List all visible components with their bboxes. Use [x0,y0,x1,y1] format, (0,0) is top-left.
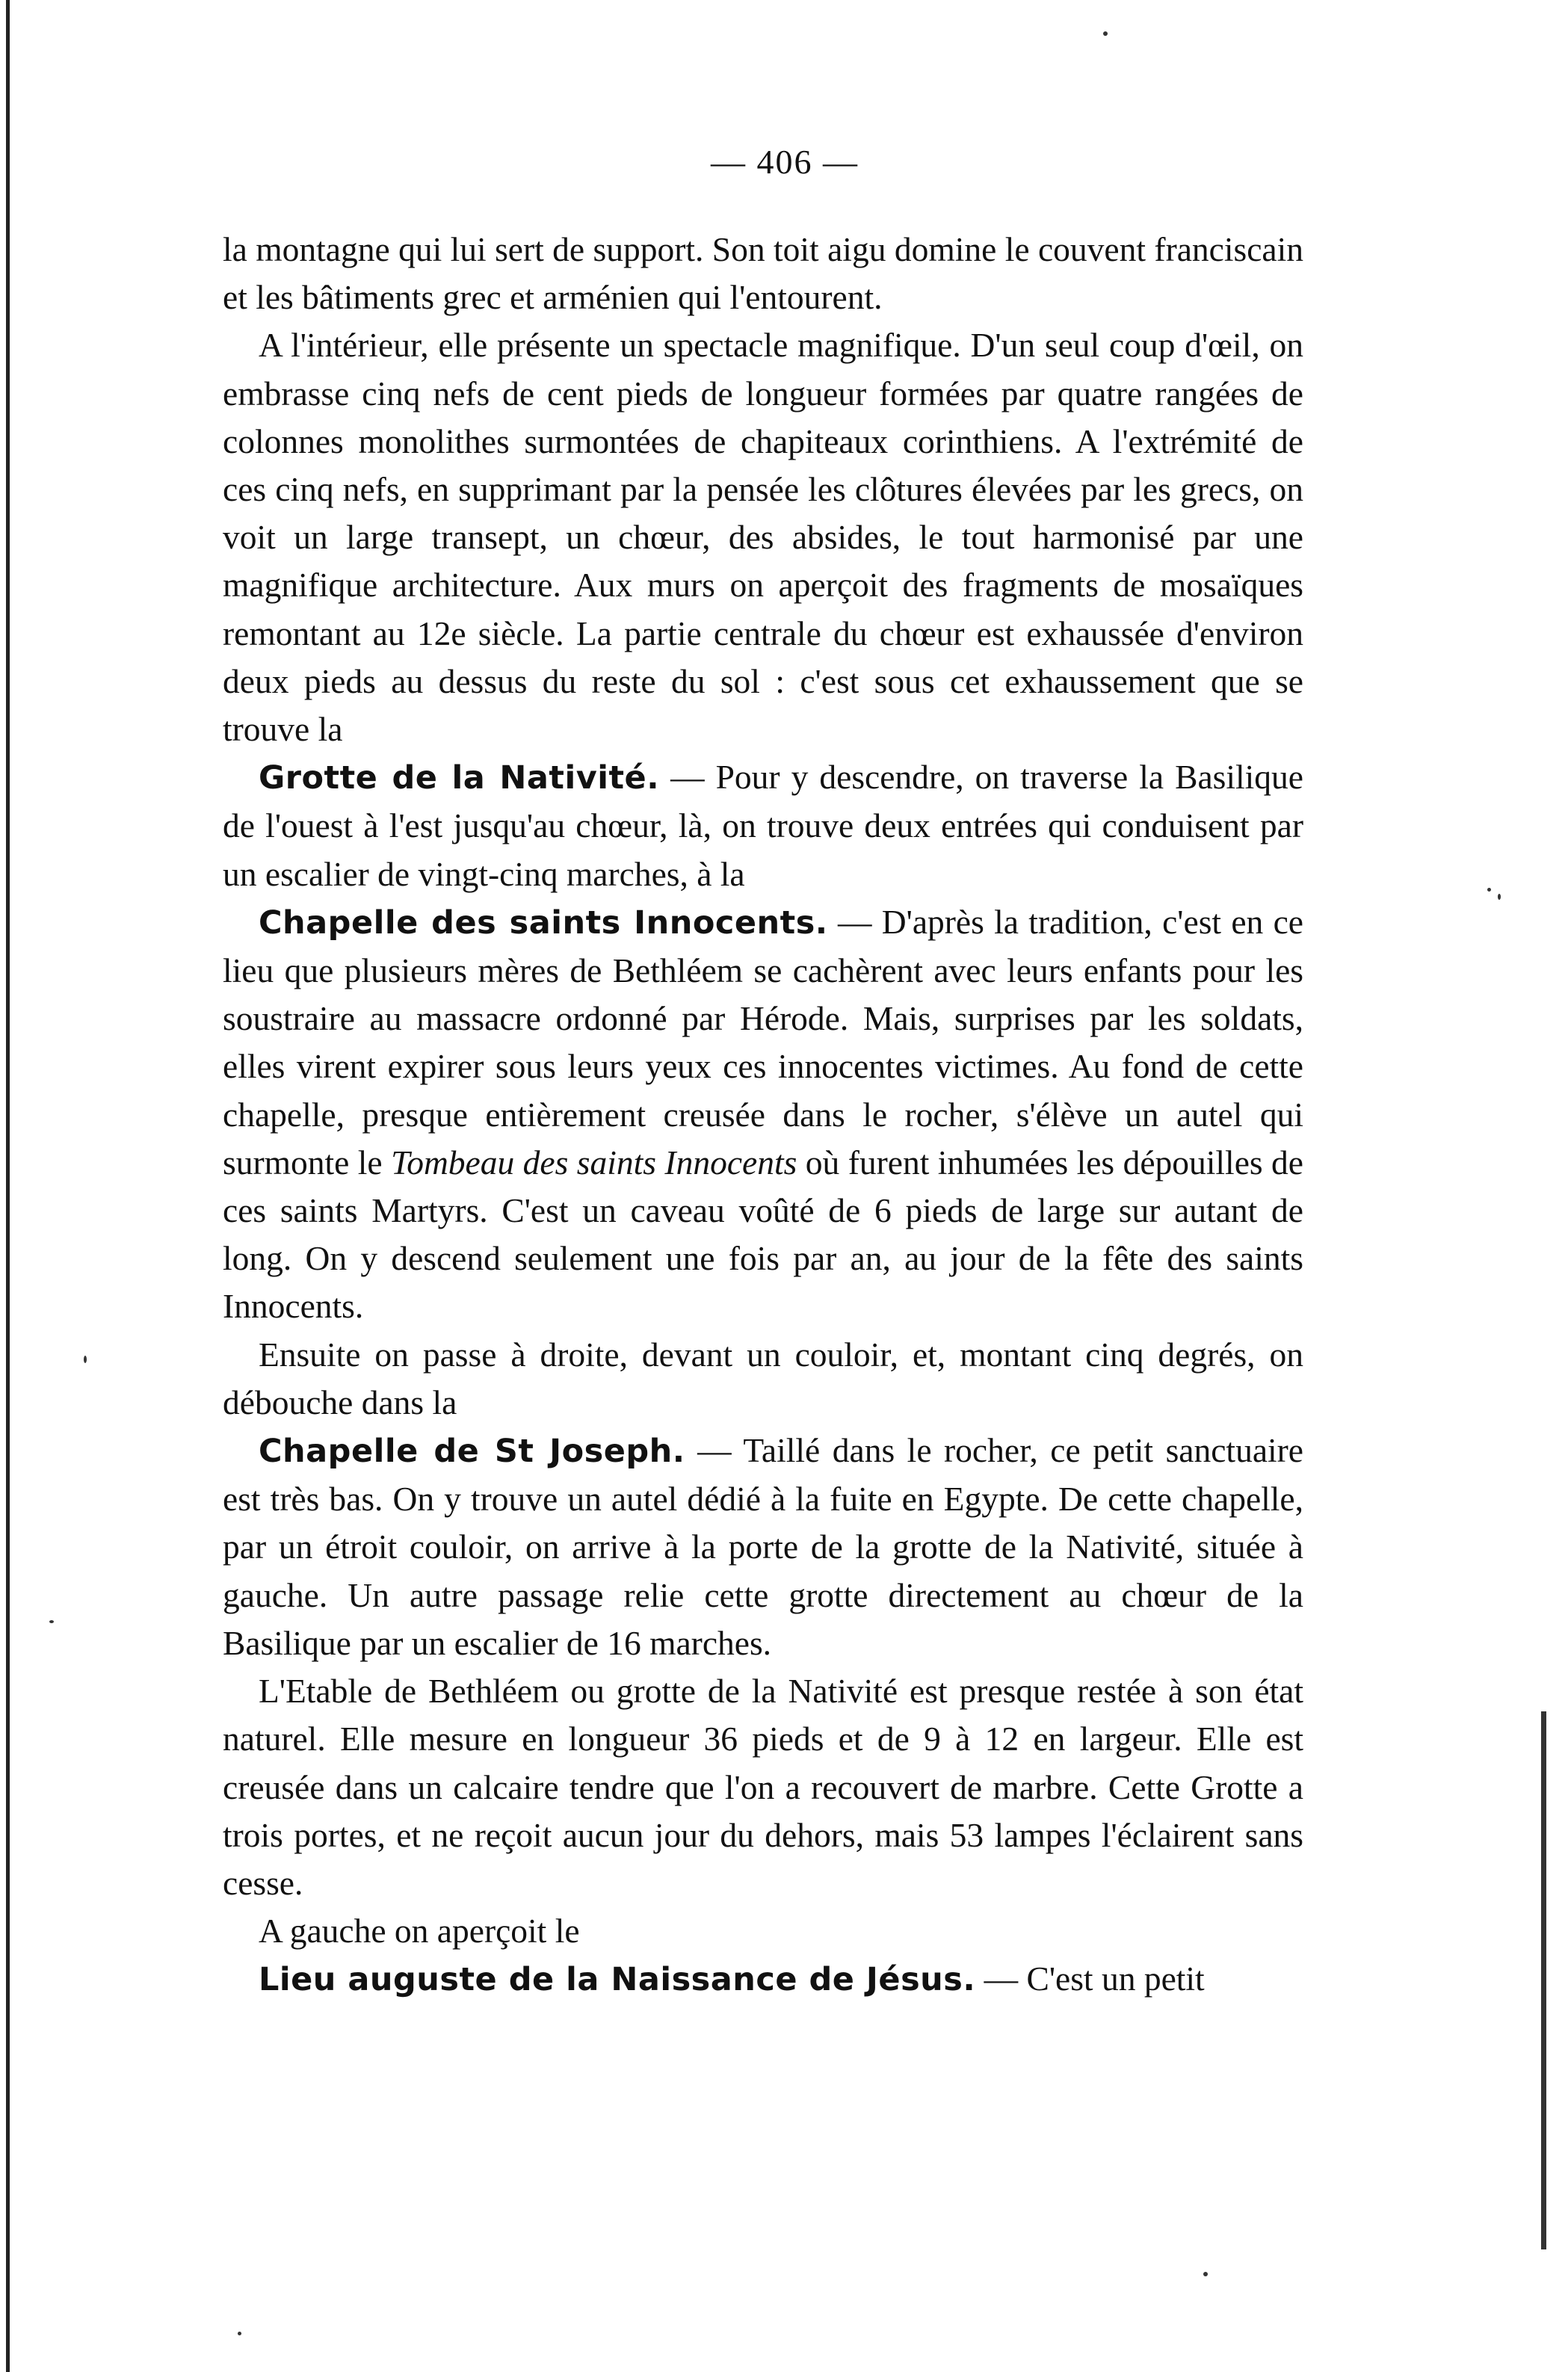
section-heading: Grotte de la Nativité. [259,759,660,797]
paragraph-1 [223,226,1303,321]
paragraph-text: — Taillé dans le rocher, ce petit sanctuaire est très bas. On y trouve un autel dédié à la fuite en Egypte. De cette chapelle, par un étroit couloir, on arrive à la porte de la grotte de la Nativité, située à gauche. Un autre passage relie cette grotte directement au chœur de la Basilique par un escalier de 16 marches. [223,1431,1303,1662]
scan-speck [238,2332,241,2335]
paragraph-text: — D'après la tradition, c'est en ce lieu que plusieurs mères de Bethléem se cachèrent avec leurs enfants pour les soustraire au massacre ordonné par Hérode. Mais, surprises par les soldats, elles virent expirer sous leurs yeux ces innocentes victimes. Au fond de cette chapelle, presque entièrement creusée dans le rocher, s'élève un autel qui surmonte le [223,902,1304,1182]
page-number: — 406 — [711,143,859,181]
italic-title: Tombeau des saints Innocents [391,1143,797,1182]
paragraph-2 [223,321,1303,753]
paragraph-text: A gauche on aperçoit le [259,1912,580,1951]
section-heading: Lieu auguste de la Naissance de Jésus. [259,1961,976,1999]
section-grotte-nativite [223,753,1303,898]
section-chapelle-joseph [223,1427,1303,1667]
paragraph-text: L'Etable de Bethléem ou grotte de la Nativité est presque restée à son état naturel. Elle mesure en longueur 36 pieds et de 9 à 12 en largeur. Elle est creusée dans un calcaire tendre que l'on a recouvert de marbre. Cette Grotte a trois portes, et ne reçoit aucun jour du dehors, mais 53 lampes l'éclairent sans cesse. [223,1672,1303,1902]
paragraph-text: — C'est un petit [975,1959,1205,1998]
left-margin-rule [6,0,10,2372]
scan-speck [1203,2272,1208,2276]
paragraph-text: Ensuite on passe à droite, devant un couloir, et, montant cinq degrés, on débouche dans la [223,1335,1303,1421]
paragraph-text: où furent inhumées les dépouilles de ces saints Martyrs. C'est un caveau voûté de 6 pieds de large sur autant de long. On y descend seulement une fois par an, au jour de la fête des saints Innocents. [223,1143,1303,1326]
paragraph-text: A l'intérieur, elle présente un spectacle magnifique. D'un seul coup d'œil, on embrasse cinq nefs de cent pieds de longueur formées par quatre rangées de colonnes monolithes surmontées de chapiteaux corinthiens. A l'extrémité de ces cinq nefs, en supprimant par la pensée les clôtures élevées par les grecs, on voit un large transept, un chœur, des absides, le tout harmonisé par une magnifique architecture. Aux murs on aperçoit des fragments de mosaïques remontant au 12e siècle. La partie centrale du chœur est exhaussée d'environ deux pieds au dessus du reste du sol : c'est sous cet exhaussement que se trouve la [223,326,1303,749]
scan-speck [49,1620,54,1623]
scan-speck [84,1356,87,1363]
body-text [223,226,1303,2004]
paragraph-text: la montagne qui lui sert de support. Son toit aigu domine le couvent franciscain et les bâtiments grec et arménien qui l'entourent. [223,230,1303,317]
paragraph-8 [223,1907,1303,1955]
section-chapelle-innocents [223,898,1303,1331]
scan-speck [1498,894,1501,900]
paragraph-7 [223,1667,1303,1907]
paragraph-text: — Pour y descendre, on traverse la Basilique de l'ouest à l'est jusqu'au chœur, là, on trouve deux entrées qui conduisent par un escalier de vingt-cinq marches, à la [223,758,1303,893]
scan-speck [1103,31,1108,36]
paragraph-5 [223,1331,1303,1427]
section-lieu-naissance [223,1955,1303,2004]
right-margin-rule [1541,1711,1546,2249]
section-heading: Chapelle des saints Innocents. [259,904,828,942]
scan-speck [1487,888,1491,892]
section-heading: Chapelle de St Joseph. [259,1433,685,1471]
